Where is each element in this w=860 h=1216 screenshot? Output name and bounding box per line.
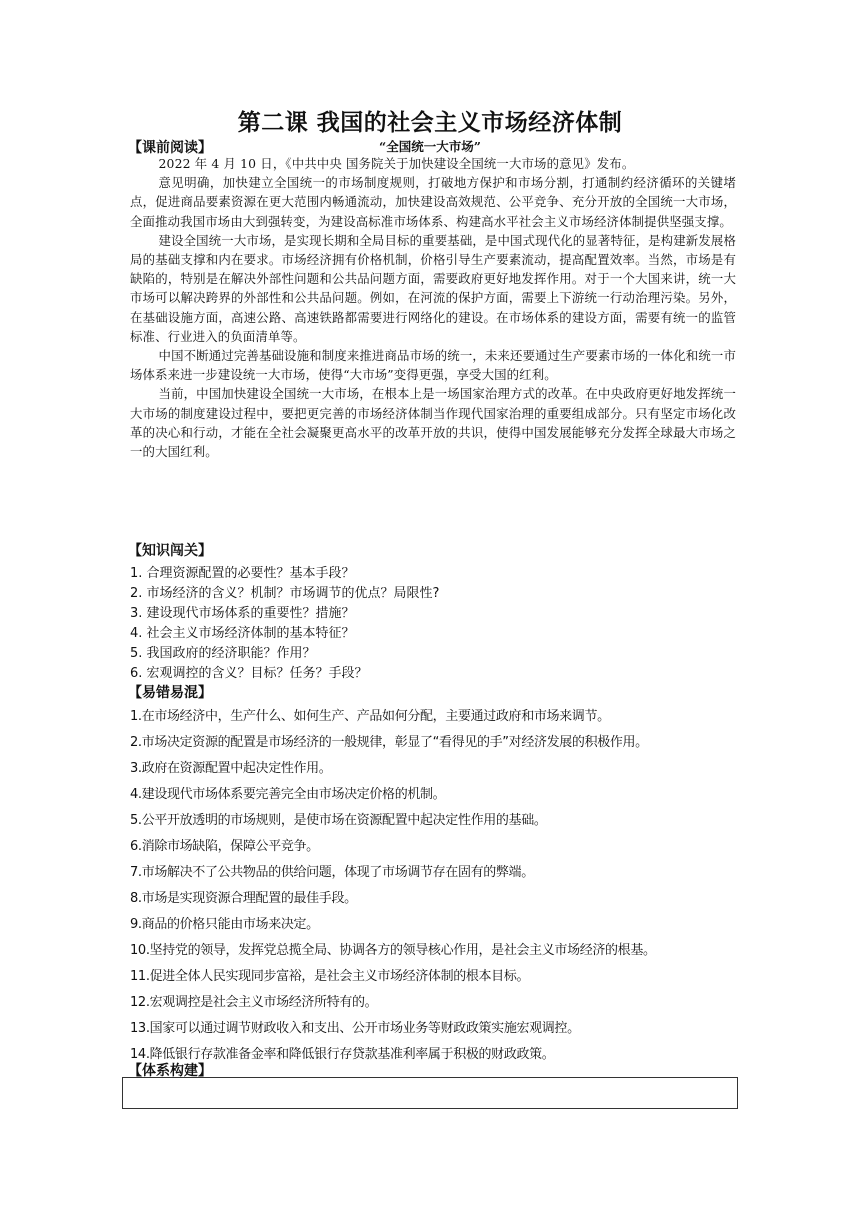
lesson-title: 第二课 我国的社会主义市场经济体制	[237, 110, 623, 136]
mistake-item: 14.降低银行存款准备金率和降低银行存贷款基准利率属于积极的财政政策。	[130, 1047, 555, 1062]
reading-paragraph: 当前，中国加快建设全国统一大市场，在根本上是一场国家治理方式的改革。在中央政府更好地发挥统一大市场的制度建设过程中，要把更完善的市场经济体制当作现代国家治理的重要组成部分。只有坚定市场化改革的决心和行动，才能在全社会凝聚更高水平的改革开放的共识，使得中国发展能够充分发挥全球最大市场之一的大国红利。	[130, 386, 736, 460]
system-header: 【体系构建】	[128, 1063, 212, 1079]
mistake-item: 8.市场是实现资源合理配置的最佳手段。	[130, 891, 357, 906]
mistake-item: 11.促进全体人民实现同步富裕，是社会主义市场经济体制的根本目标。	[130, 969, 530, 984]
knowledge-item: 4. 社会主义市场经济体制的基本特征？	[130, 626, 355, 641]
mistake-item: 10.坚持党的领导，发挥党总揽全局、协调各方的领导核心作用，是社会主义市场经济的根基。	[130, 943, 656, 958]
mistake-item: 6.消除市场缺陷，保障公平竞争。	[130, 839, 319, 854]
mistake-item: 4.建设现代市场体系要完善完全由市场决定价格的机制。	[130, 787, 446, 802]
reading-body	[130, 154, 736, 461]
reading-subtitle: “全国统一大市场”	[379, 139, 481, 154]
mistake-item: 2.市场决定资源的配置是市场经济的一般规律，彰显了“看得见的手”对经济发展的积极作用。	[130, 735, 648, 750]
pre-reading-header: 【课前阅读】	[128, 140, 212, 156]
reading-paragraph: 2022 年 4 月 10 日，《中共中央 国务院关于加快建设全国统一大市场的意见》发布。	[158, 156, 635, 171]
mistake-item: 1.在市场经济中，生产什么、如何生产、产品如何分配，主要通过政府和市场来调节。	[130, 709, 610, 724]
mistake-item: 9.商品的价格只能由市场来决定。	[130, 917, 319, 932]
mistake-item: 13.国家可以通过调节财政收入和支出、公开市场业务等财政政策实施宏观调控。	[130, 1021, 580, 1036]
mistake-item: 12.宏观调控是社会主义市场经济所特有的。	[130, 995, 378, 1010]
knowledge-item: 5. 我国政府的经济职能？作用？	[130, 646, 316, 661]
knowledge-item: 6. 宏观调控的含义？目标？任务？手段？	[130, 666, 368, 681]
reading-paragraph: 中国不断通过完善基础设施和制度来推进商品市场的统一，未来还要通过生产要素市场的一体化和统一市场体系来进一步建设统一大市场，使得“大市场”变得更强，享受大国的红利。	[130, 348, 736, 383]
mistake-item: 7.市场解决不了公共物品的供给问题，体现了市场调节存在固有的弊端。	[130, 865, 534, 880]
knowledge-item: 1. 合理资源配置的必要性？基本手段？	[130, 566, 355, 581]
mistakes-header: 【易错易混】	[128, 685, 212, 701]
system-answer-box[interactable]	[122, 1077, 738, 1109]
knowledge-item: 2. 市场经济的含义？机制？市场调节的优点？局限性?	[130, 586, 440, 601]
reading-paragraph: 意见明确，加快建立全国统一的市场制度规则，打破地方保护和市场分割，打通制约经济循环的关键堵点，促进商品要素资源在更大范围内畅通流动，加快建设高效规范、公平竞争、充分开放的全国统一大市场，全面推动我国市场由大到强转变，为建设高标准市场体系、构建高水平社会主义市场经济体制提供坚强支撑。	[130, 175, 736, 229]
mistake-item: 5.公平开放透明的市场规则，是使市场在资源配置中起决定性作用的基础。	[130, 813, 547, 828]
knowledge-item: 3. 建设现代市场体系的重要性？措施？	[130, 606, 355, 621]
knowledge-header: 【知识闯关】	[128, 543, 212, 559]
mistake-item: 3.政府在资源配置中起决定性作用。	[130, 761, 332, 776]
reading-paragraph: 建设全国统一大市场，是实现长期和全局目标的重要基础，是中国式现代化的显著特征，是构建新发展格局的基础支撑和内在要求。市场经济拥有价格机制，价格引导生产要素流动，提高配置效率。当然，市场是有缺陷的，特别是在解决外部性问题和公共品问题方面，需要政府更好地发挥作用。对于一个大国来讲，统一大市场可以解决跨界的外部性和公共品问题。例如，在河流的保护方面，需要上下游统一行动治理污染。另外，在基础设施方面，高速公路、高速铁路都需要进行网络化的建设。在市场体系的建设方面，需要有统一的监管标准、行业进入的负面清单等。	[130, 232, 736, 344]
